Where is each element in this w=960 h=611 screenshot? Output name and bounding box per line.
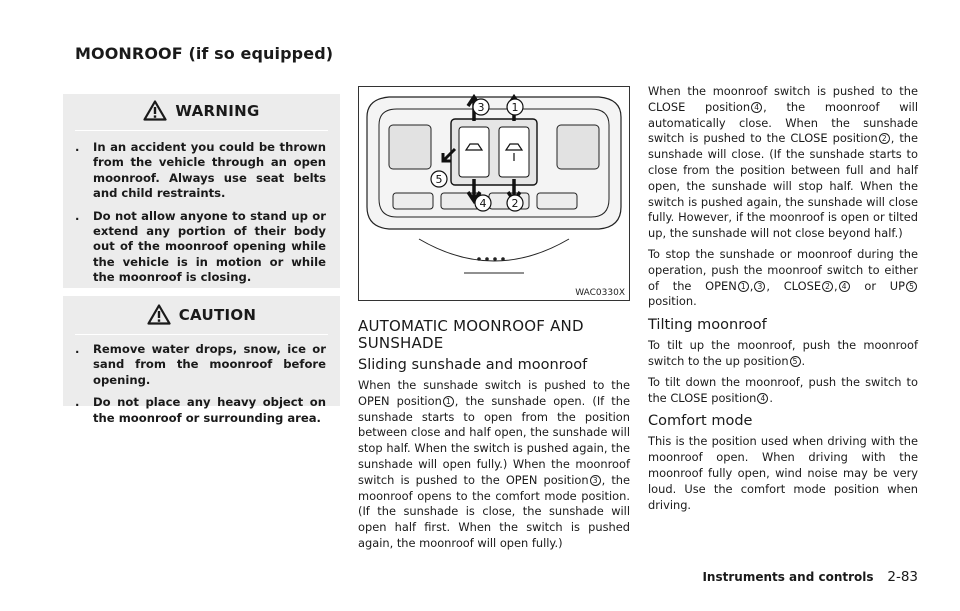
callout-ref-3: 3 — [590, 475, 601, 486]
overhead-console-drawing — [359, 87, 629, 300]
page-number: 2-83 — [887, 569, 918, 585]
section-heading: AUTOMATIC MOONROOF AND SUNSHADE — [358, 317, 584, 352]
paragraph: To tilt up the moonroof, push the moonroof switch to the up position 5 . — [648, 338, 918, 368]
callout-ref-1: 1 — [443, 396, 454, 407]
svg-text:1: 1 — [511, 101, 519, 114]
subsection-heading: Sliding sunshade and moonroof — [358, 357, 588, 373]
svg-text:2: 2 — [511, 197, 519, 210]
caution-header — [63, 304, 340, 325]
box-rule — [75, 130, 328, 131]
box-rule — [75, 334, 328, 335]
svg-text:3: 3 — [477, 101, 485, 114]
warning-title: WARNING — [175, 101, 260, 120]
warning-icon — [143, 100, 167, 121]
caution-title: CAUTION — [178, 305, 257, 324]
page-footer — [702, 569, 918, 585]
paragraph: To stop the sunshade or moonroof during the operation, push the moonroof switch to either of the OPEN 1 , 3 , CLOSE 2 , 4 or UP 5 position. — [648, 246, 918, 309]
warning-box — [63, 86, 340, 296]
callout-2 — [507, 195, 523, 211]
warning-header — [63, 100, 340, 121]
comfort-heading: Comfort mode — [648, 413, 753, 430]
paragraph: To tilt down the moonroof, push the switch to the CLOSE position 4 . — [648, 374, 918, 405]
moonroof-switch-illustration — [358, 86, 630, 301]
callout-ref-2: 2 — [879, 133, 890, 144]
tilting-heading: Tilting moonroof — [648, 317, 767, 334]
callout-3 — [473, 99, 489, 115]
callout-4 — [475, 195, 491, 211]
footer-section: Instruments and controls — [702, 570, 874, 584]
box-divider — [63, 288, 340, 296]
warning-item: . In an accident you could be thrown from the vehicle through an open moonroof. Always use seat belts and child restraints. — [75, 140, 326, 201]
warning-list — [75, 140, 326, 293]
page-title: MOONROOF (if so equipped) — [75, 44, 334, 63]
right-column — [648, 84, 918, 518]
svg-text:4: 4 — [479, 197, 487, 210]
warning-item: . Do not allow anyone to stand up or extend any portion of their body out of the moonroof opening while the vehicle is in motion or while the moonroof is closing. — [75, 208, 326, 285]
caution-item: . Do not place any heavy object on the moonroof or surrounding area. — [75, 395, 326, 425]
svg-text:5: 5 — [435, 173, 443, 186]
callout-ref-4: 4 — [751, 102, 762, 113]
caution-list — [75, 342, 326, 433]
callout-1 — [507, 99, 523, 115]
caution-icon — [147, 304, 171, 325]
paragraph: When the sunshade switch is pushed to the OPEN position 1 , the sunshade open. (If the sunshade starts to open from the position between close and half open, the sunshade will stop half. When the switch is pushed again, the sunshade will open fully.) When the moonroof switch is pushed to the OPEN position 3 , the moonroof opens to the comfort mode position. (If the sunshade is close, the sunshade will open half first. When the switch is pushed again, the moonroof will open fully.) — [358, 378, 631, 550]
paragraph: This is the position used when driving with the moonroof open. When driving with the moonroof fully open, wind noise may be very loud. Use the comfort mode position when driving. — [648, 434, 918, 512]
callout-5 — [431, 171, 447, 187]
figure-id: WAC0330X — [575, 288, 625, 298]
caution-box — [63, 288, 340, 425]
caution-item: . Remove water drops, snow, ice or sand from the moonroof before opening. — [75, 342, 326, 387]
automatic-section — [358, 318, 630, 557]
box-divider — [63, 86, 340, 94]
paragraph: When the moonroof switch is pushed to the CLOSE position 4 , the moonroof will automatically close. When the sunshade switch is pushed to the CLOSE position 2 , the sunshade will close. (If the sunshade starts to close from the position between full and half open, the sunshade will stop half. When the switch is pushed again, the sunshade will close fully. However, if the moonroof is open or tilted up, the sunshade will not close beyond half.) — [648, 84, 919, 241]
